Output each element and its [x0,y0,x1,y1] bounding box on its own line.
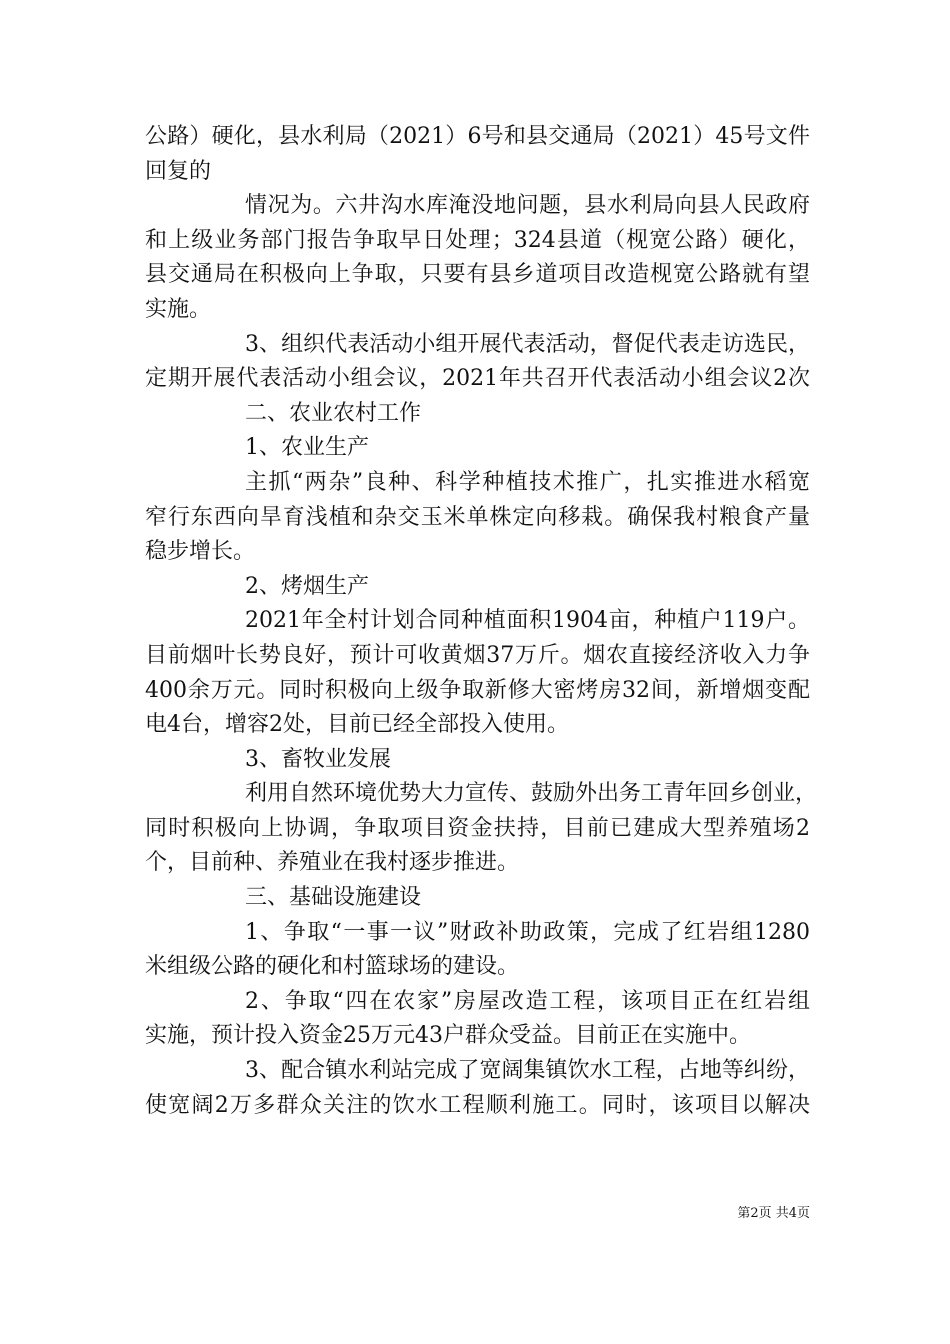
text-line: 稳步增长。 [145,539,256,565]
text-line: 和上级业务部门报告争取早日处理；324县道（枧宽公路）硬化， [145,227,810,253]
text-line: 公路）硬化，县水利局（2021）6号和县交通局（2021）45号文件 [145,124,810,149]
document-body [145,120,818,1123]
text-line: 实施，预计投入资金25万元43户群众受益。目前正在实施中。 [145,1023,751,1049]
text-line: 3、配合镇水利站完成了宽阔集镇饮水工程，占地等纠纷， [245,1058,810,1084]
page-number: 第2页 共4页 [737,1206,810,1221]
text-line: 3、组织代表活动小组开展代表活动，督促代表走访选民， [245,331,810,357]
text-line: 米组级公路的硬化和村篮球场的建设。 [145,954,520,980]
text-line: 个，目前种、养殖业在我村逐步推进。 [145,850,520,876]
text-line: 窄行东西向旱育浅植和杂交玉米单株定向移栽。确保我村粮食产量 [145,504,810,530]
subsection-heading: 3、畜牧业发展 [245,746,391,772]
text-line: 主抓“两杂”良种、科学种植技术推广，扎实推进水稻宽 [245,469,810,495]
text-line: 2、争取“四在农家”房屋改造工程，该项目正在红岩组 [245,988,810,1014]
text-line: 利用自然环境优势大力宣传、鼓励外出务工青年回乡创业， [245,781,818,807]
text-line: 400余万元。同时积极向上级争取新修大密烤房32间，新增烟变配 [145,677,810,703]
subsection-heading: 1、农业生产 [245,435,369,461]
text-line: 回复的 [145,158,212,184]
text-line: 目前烟叶长势良好，预计可收黄烟37万斤。烟农直接经济收入力争 [145,642,810,668]
text-line: 2021年全村计划合同种植面积1904亩，种植户119户。 [245,608,810,634]
text-line: 实施。 [145,296,212,322]
text-line: 情况为。六井沟水库淹没地问题，县水利局向县人民政府 [245,193,810,219]
text-line: 使宽阔2万多群众关注的饮水工程顺利施工。同时，该项目以解决 [145,1092,810,1118]
text-line: 同时积极向上协调，争取项目资金扶持，目前已建成大型养殖场2 [145,815,810,841]
text-line: 定期开展代表活动小组会议，2021年共召开代表活动小组会议2次 [145,366,810,392]
subsection-heading: 2、烤烟生产 [245,573,369,599]
text-line: 1、争取“一事一议”财政补助政策，完成了红岩组1280 [245,919,810,945]
text-line: 电4台，增容2处，目前已经全部投入使用。 [145,712,569,738]
section-heading: 三、基础设施建设 [245,885,422,911]
section-heading: 二、农业农村工作 [245,400,422,426]
text-line: 县交通局在积极向上争取，只要有县乡道项目改造枧宽公路就有望 [145,262,810,288]
